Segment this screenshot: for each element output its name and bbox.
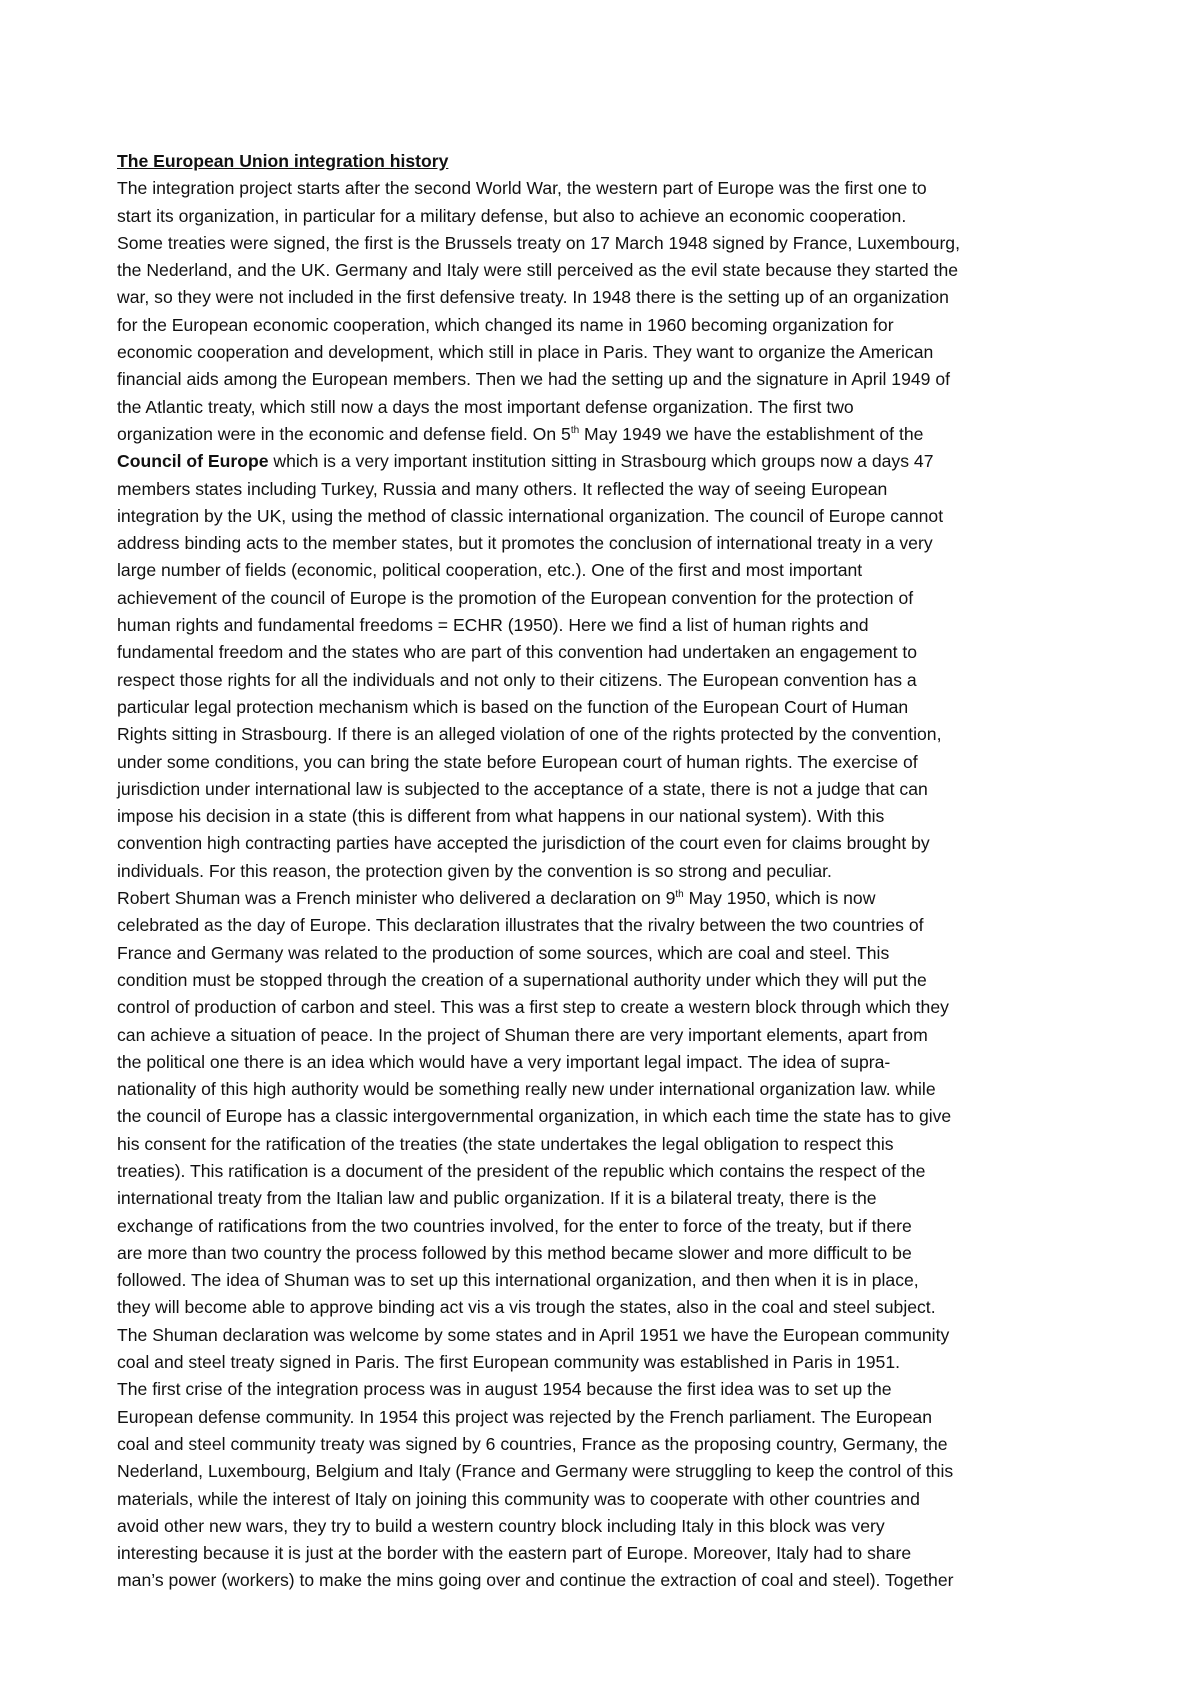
text-line: human rights and fundamental freedoms = ECHR (1950). Here we find a list of human rights and <box>117 615 869 636</box>
text-line: exchange of ratifications from the two countries involved, for the enter to force of the treaty, but if there <box>117 1215 912 1236</box>
text-line: celebrated as the day of Europe. This declaration illustrates that the rivalry between the two countries of <box>117 915 924 936</box>
text-line: The Shuman declaration was welcome by some states and in April 1951 we have the European community <box>117 1324 950 1345</box>
text-line: start its organization, in particular for a military defense, but also to achieve an economic cooperation. <box>117 205 907 226</box>
bold-term: Council of Europe <box>117 451 269 472</box>
text-line: nationality of this high authority would be something really new under international organization law. while <box>117 1079 936 1100</box>
text-line: address binding acts to the member states, but it promotes the conclusion of international treaty in a very <box>117 533 933 554</box>
text-line: they will become able to approve binding act vis a vis trough the states, also in the coal and steel subject. <box>117 1297 936 1318</box>
text-line: treaties). This ratification is a document of the president of the republic which contains the respect of the <box>117 1160 926 1181</box>
text-line: the political one there is an idea which would have a very important legal impact. The idea of supra- <box>117 1051 891 1072</box>
line-text: Robert Shuman was a French minister who delivered a declaration on 9 <box>117 888 676 909</box>
text-line <box>117 448 1077 475</box>
text-line: followed. The idea of Shuman was to set up this international organization, and then when it is in place, <box>117 1270 919 1291</box>
text-line: European defense community. In 1954 this project was rejected by the French parliament. The European <box>117 1406 932 1427</box>
text-line: large number of fields (economic, political cooperation, etc.). One of the first and most important <box>117 560 863 581</box>
text-line: coal and steel community treaty was signed by 6 countries, France as the proposing country, Germany, the <box>117 1433 948 1454</box>
line-text: May 1949 we have the establishment of the <box>579 423 924 444</box>
text-line: man’s power (workers) to make the mins going over and continue the extraction of coal and steel). Together <box>117 1570 954 1591</box>
line-text: May 1950, which is now <box>683 888 876 909</box>
document-page <box>117 148 1077 1595</box>
text-line: members states including Turkey, Russia and many others. It reflected the way of seeing European <box>117 478 888 499</box>
text-line: the council of Europe has a classic intergovernmental organization, in which each time the state has to give <box>117 1106 952 1127</box>
text-line: under some conditions, you can bring the state before European court of human rights. The exercise of <box>117 751 918 772</box>
text-line: are more than two country the process followed by this method became slower and more difficult to be <box>117 1242 912 1263</box>
text-line: jurisdiction under international law is subjected to the acceptance of a state, there is not a judge that can <box>117 778 928 799</box>
document-body <box>117 175 1077 1594</box>
line-text: which is a very important institution sitting in Strasbourg which groups now a days 47 <box>268 451 934 472</box>
text-line: Rights sitting in Strasbourg. If there is an alleged violation of one of the rights protected by the convention, <box>117 724 942 745</box>
text-line: The first crise of the integration process was in august 1954 because the first idea was to set up the <box>117 1379 892 1400</box>
text-line: integration by the UK, using the method of classic international organization. The council of Europe cannot <box>117 505 944 526</box>
text-line: war, so they were not included in the first defensive treaty. In 1948 there is the setting up of an organization <box>117 287 949 308</box>
text-line: can achieve a situation of peace. In the project of Shuman there are very important elements, apart from <box>117 1024 928 1045</box>
text-line: particular legal protection mechanism which is based on the function of the European Court of Human <box>117 696 909 717</box>
text-line: the Atlantic treaty, which still now a days the most important defense organization. The first two <box>117 396 854 417</box>
document-title: The European Union integration history <box>117 151 449 171</box>
text-line: condition must be stopped through the creation of a supernational authority under which they will put the <box>117 969 927 990</box>
text-line: individuals. For this reason, the protection given by the convention is so strong and peculiar. <box>117 860 832 881</box>
text-line: The integration project starts after the second World War, the western part of Europe was the first one to <box>117 178 927 199</box>
text-line: respect those rights for all the individuals and not only to their citizens. The European convention has a <box>117 669 917 690</box>
text-line: financial aids among the European members. Then we had the setting up and the signature in April 1949 of <box>117 369 950 390</box>
text-line: impose his decision in a state (this is different from what happens in our national system). With this <box>117 806 885 827</box>
text-line: international treaty from the Italian law and public organization. If it is a bilateral treaty, there is the <box>117 1188 877 1209</box>
text-line: convention high contracting parties have accepted the jurisdiction of the court even for claims brought by <box>117 833 930 854</box>
text-line: coal and steel treaty signed in Paris. The first European community was established in Paris in 1951. <box>117 1352 901 1373</box>
text-line <box>117 885 1077 912</box>
text-line: for the European economic cooperation, which changed its name in 1960 becoming organization for <box>117 314 894 335</box>
text-line: materials, while the interest of Italy on joining this community was to cooperate with other countries and <box>117 1488 920 1509</box>
text-line: the Nederland, and the UK. Germany and Italy were still perceived as the evil state because they started the <box>117 260 959 281</box>
text-line: his consent for the ratification of the treaties (the state undertakes the legal obligation to respect this <box>117 1133 894 1154</box>
text-line: economic cooperation and development, which still in place in Paris. They want to organize the American <box>117 342 934 363</box>
text-line <box>117 421 1077 448</box>
ordinal-superscript: th <box>675 889 684 901</box>
text-line: control of production of carbon and steel. This was a first step to create a western block through which they <box>117 997 949 1018</box>
text-line: achievement of the council of Europe is the promotion of the European convention for the protection of <box>117 587 914 608</box>
ordinal-superscript: th <box>570 425 580 437</box>
text-line: Some treaties were signed, the first is the Brussels treaty on 17 March 1948 signed by France, Luxembourg, <box>117 232 960 253</box>
text-line: fundamental freedom and the states who are part of this convention had undertaken an engagement to <box>117 642 918 663</box>
text-line: France and Germany was related to the production of some sources, which are coal and steel. This <box>117 942 890 963</box>
text-line: interesting because it is just at the border with the eastern part of Europe. Moreover, Italy had to share <box>117 1543 912 1564</box>
line-text: organization were in the economic and defense field. On 5 <box>117 423 571 444</box>
text-line: Nederland, Luxembourg, Belgium and Italy (France and Germany were struggling to keep the control of this <box>117 1461 954 1482</box>
text-line: avoid other new wars, they try to build a western country block including Italy in this block was very <box>117 1515 885 1536</box>
